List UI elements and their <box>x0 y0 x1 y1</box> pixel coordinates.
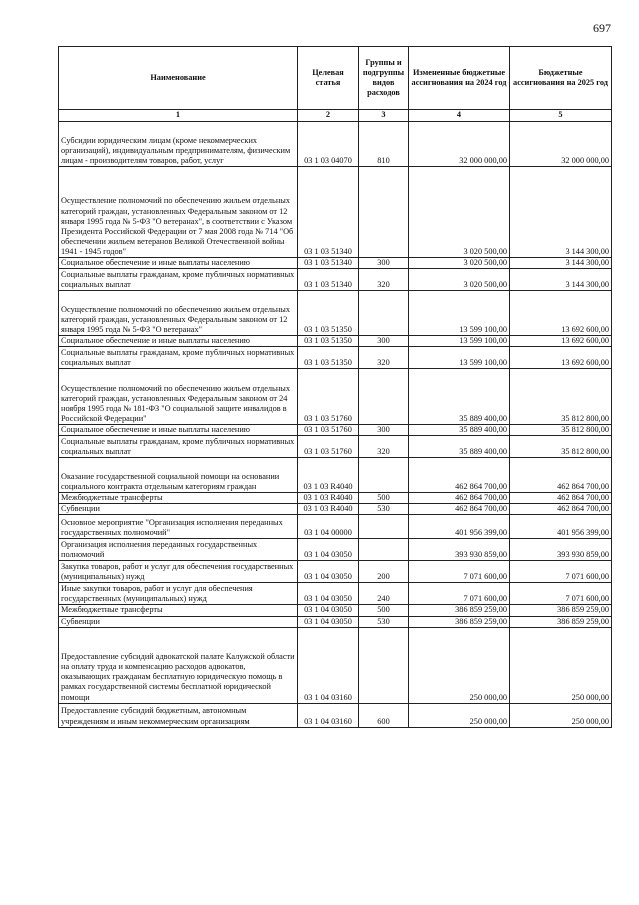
row-value-2024: 13 599 100,00 <box>409 336 510 347</box>
row-name: Социальные выплаты гражданам, кроме публичных нормативных социальных выплат <box>59 436 298 458</box>
row-name: Основное мероприятие "Организация исполнения переданных государственных полномочий" <box>59 515 298 539</box>
row-name: Субсидии юридическим лицам (кроме некоммерческих организаций), индивидуальным предпринимателям, физическим лицам - производителям товаров, работ, услуг <box>59 122 298 167</box>
table-row <box>59 616 612 627</box>
row-group-code: 320 <box>359 347 409 369</box>
row-name: Предоставление субсидий бюджетным, автономным учреждениям и иным некоммерческим организациям <box>59 703 298 727</box>
row-group-code <box>359 291 409 336</box>
table-row <box>59 627 612 703</box>
row-group-code: 530 <box>359 504 409 515</box>
row-value-2024: 386 859 259,00 <box>409 605 510 616</box>
row-name: Социальные выплаты гражданам, кроме публичных нормативных социальных выплат <box>59 347 298 369</box>
row-group-code <box>359 458 409 493</box>
row-name: Организация исполнения переданных государственных полномочий <box>59 539 298 561</box>
row-value-2025: 462 864 700,00 <box>510 458 612 493</box>
row-name: Субвенции <box>59 616 298 627</box>
row-value-2025: 250 000,00 <box>510 703 612 727</box>
row-group-code: 600 <box>359 703 409 727</box>
row-value-2024: 393 930 859,00 <box>409 539 510 561</box>
column-number: 5 <box>510 110 612 122</box>
row-name: Оказание государственной социальной помощи на основании социального контракта отдельным категориям граждан <box>59 458 298 493</box>
row-target-code: 03 1 03 04070 <box>298 122 359 167</box>
row-value-2025: 7 071 600,00 <box>510 583 612 605</box>
row-value-2025: 250 000,00 <box>510 627 612 703</box>
row-group-code: 500 <box>359 605 409 616</box>
row-group-code <box>359 167 409 258</box>
row-value-2024: 401 956 399,00 <box>409 515 510 539</box>
row-name: Закупка товаров, работ и услуг для обеспечения государственных (муниципальных) нужд <box>59 561 298 583</box>
row-value-2024: 386 859 259,00 <box>409 616 510 627</box>
table-row <box>59 291 612 336</box>
row-target-code: 03 1 04 03050 <box>298 561 359 583</box>
row-name: Предоставление субсидий адвокатской палате Калужской области на оплату труда и компенсацию расходов адвокатов, оказывающих гражданам бесплатную юридическую помощь в рамках государственной системы бесплатной юридической помощи <box>59 627 298 703</box>
row-target-code: 03 1 04 03050 <box>298 539 359 561</box>
row-group-code: 810 <box>359 122 409 167</box>
table-row <box>59 336 612 347</box>
row-value-2024: 13 599 100,00 <box>409 347 510 369</box>
row-value-2024: 462 864 700,00 <box>409 493 510 504</box>
row-name: Межбюджетные трансферты <box>59 605 298 616</box>
table-row <box>59 425 612 436</box>
row-target-code: 03 1 04 03160 <box>298 703 359 727</box>
row-value-2025: 462 864 700,00 <box>510 493 612 504</box>
row-group-code: 320 <box>359 269 409 291</box>
row-name: Иные закупки товаров, работ и услуг для обеспечения государственных (муниципальных) нужд <box>59 583 298 605</box>
table-row <box>59 583 612 605</box>
row-name: Социальные выплаты гражданам, кроме публичных нормативных социальных выплат <box>59 269 298 291</box>
row-group-code <box>359 515 409 539</box>
row-value-2024: 3 020 500,00 <box>409 269 510 291</box>
table-row <box>59 436 612 458</box>
table-row <box>59 369 612 425</box>
row-value-2025: 7 071 600,00 <box>510 561 612 583</box>
table-row <box>59 515 612 539</box>
row-group-code: 300 <box>359 425 409 436</box>
header-target: Целевая статья <box>298 47 359 110</box>
row-group-code: 300 <box>359 336 409 347</box>
row-name: Субвенции <box>59 504 298 515</box>
row-target-code: 03 1 04 03050 <box>298 583 359 605</box>
row-group-code: 500 <box>359 493 409 504</box>
header-changed-2024: Измененные бюджетные ассигнования на 2024 год <box>409 47 510 110</box>
table-body <box>59 122 612 728</box>
row-value-2024: 462 864 700,00 <box>409 458 510 493</box>
header-budget-2025: Бюджетные ассигнования на 2025 год <box>510 47 612 110</box>
row-name: Социальное обеспечение и иные выплаты населению <box>59 336 298 347</box>
row-group-code: 530 <box>359 616 409 627</box>
row-value-2024: 13 599 100,00 <box>409 291 510 336</box>
row-group-code: 200 <box>359 561 409 583</box>
row-value-2024: 32 000 000,00 <box>409 122 510 167</box>
row-target-code: 03 1 03 51340 <box>298 269 359 291</box>
row-value-2024: 7 071 600,00 <box>409 583 510 605</box>
row-value-2025: 13 692 600,00 <box>510 291 612 336</box>
row-value-2024: 35 889 400,00 <box>409 436 510 458</box>
table-row <box>59 347 612 369</box>
row-target-code: 03 1 03 51760 <box>298 369 359 425</box>
row-target-code: 03 1 03 51760 <box>298 425 359 436</box>
row-target-code: 03 1 03 R4040 <box>298 458 359 493</box>
table-row <box>59 458 612 493</box>
row-value-2024: 250 000,00 <box>409 627 510 703</box>
row-value-2025: 13 692 600,00 <box>510 347 612 369</box>
row-target-code: 03 1 03 R4040 <box>298 493 359 504</box>
row-target-code: 03 1 04 00000 <box>298 515 359 539</box>
row-value-2025: 32 000 000,00 <box>510 122 612 167</box>
row-target-code: 03 1 03 51350 <box>298 336 359 347</box>
page-number: 697 <box>593 21 611 35</box>
row-value-2024: 35 889 400,00 <box>409 425 510 436</box>
row-name: Осуществление полномочий по обеспечению жильем отдельных категорий граждан, установленных Федеральным законом от 12 января 1995 года № 5-ФЗ "О ветеранах", в соответствии с Указом Президента Российской Федерации от 7 мая 2008 года № 714 "Об обеспечении жильем ветеранов Великой Отечественной войны 1941 - 1945 годов" <box>59 167 298 258</box>
row-group-code <box>359 627 409 703</box>
budget-table-container <box>58 46 611 728</box>
row-group-code <box>359 539 409 561</box>
row-value-2024: 35 889 400,00 <box>409 369 510 425</box>
table-row <box>59 167 612 258</box>
row-value-2025: 401 956 399,00 <box>510 515 612 539</box>
row-target-code: 03 1 04 03050 <box>298 605 359 616</box>
row-value-2025: 3 144 300,00 <box>510 258 612 269</box>
row-name: Социальное обеспечение и иные выплаты населению <box>59 258 298 269</box>
row-value-2025: 3 144 300,00 <box>510 269 612 291</box>
column-number: 1 <box>59 110 298 122</box>
row-target-code: 03 1 03 51340 <box>298 258 359 269</box>
budget-table <box>58 46 612 728</box>
row-group-code: 320 <box>359 436 409 458</box>
row-target-code: 03 1 03 51350 <box>298 291 359 336</box>
table-row <box>59 539 612 561</box>
row-target-code: 03 1 03 51760 <box>298 436 359 458</box>
column-number: 3 <box>359 110 409 122</box>
row-group-code <box>359 369 409 425</box>
row-value-2024: 3 020 500,00 <box>409 167 510 258</box>
row-name: Межбюджетные трансферты <box>59 493 298 504</box>
table-row <box>59 258 612 269</box>
row-name: Осуществление полномочий по обеспечению жильем отдельных категорий граждан, установленных Федеральным законом от 12 января 1995 года № 5-ФЗ "О ветеранах" <box>59 291 298 336</box>
row-value-2024: 3 020 500,00 <box>409 258 510 269</box>
row-value-2025: 462 864 700,00 <box>510 504 612 515</box>
row-value-2025: 35 812 800,00 <box>510 436 612 458</box>
table-row <box>59 703 612 727</box>
table-row <box>59 269 612 291</box>
row-value-2025: 3 144 300,00 <box>510 167 612 258</box>
column-number-row <box>59 110 612 122</box>
table-row <box>59 122 612 167</box>
header-name: Наименование <box>59 47 298 110</box>
row-value-2025: 35 812 800,00 <box>510 369 612 425</box>
row-target-code: 03 1 03 R4040 <box>298 504 359 515</box>
row-value-2024: 462 864 700,00 <box>409 504 510 515</box>
row-value-2025: 35 812 800,00 <box>510 425 612 436</box>
table-row <box>59 605 612 616</box>
row-name: Осуществление полномочий по обеспечению жильем отдельных категорий граждан, установленных Федеральным законом от 24 ноября 1995 года № 181-ФЗ "О социальной защите инвалидов в Российской Федерации" <box>59 369 298 425</box>
row-group-code: 300 <box>359 258 409 269</box>
row-target-code: 03 1 03 51340 <box>298 167 359 258</box>
table-row <box>59 493 612 504</box>
row-value-2025: 386 859 259,00 <box>510 605 612 616</box>
row-target-code: 03 1 04 03160 <box>298 627 359 703</box>
row-value-2024: 250 000,00 <box>409 703 510 727</box>
row-value-2024: 7 071 600,00 <box>409 561 510 583</box>
table-row <box>59 561 612 583</box>
header-groups: Группы и подгруппы видов расходов <box>359 47 409 110</box>
table-row <box>59 504 612 515</box>
header-row <box>59 47 612 110</box>
row-group-code: 240 <box>359 583 409 605</box>
row-value-2025: 393 930 859,00 <box>510 539 612 561</box>
row-name: Социальное обеспечение и иные выплаты населению <box>59 425 298 436</box>
row-target-code: 03 1 04 03050 <box>298 616 359 627</box>
column-number: 2 <box>298 110 359 122</box>
row-value-2025: 386 859 259,00 <box>510 616 612 627</box>
column-number: 4 <box>409 110 510 122</box>
row-target-code: 03 1 03 51350 <box>298 347 359 369</box>
row-value-2025: 13 692 600,00 <box>510 336 612 347</box>
